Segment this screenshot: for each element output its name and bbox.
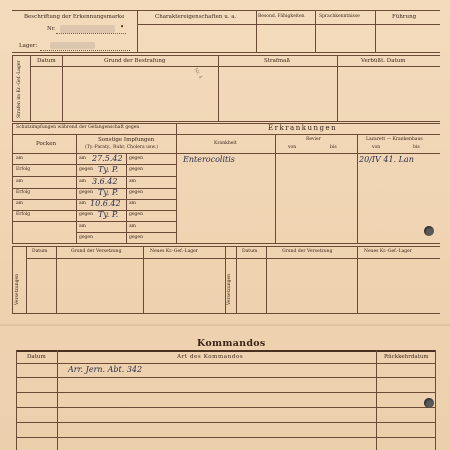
lager-label: Lager: [19, 43, 38, 49]
impf-a-label: am [79, 201, 86, 206]
strafen-side-divider [30, 55, 31, 121]
divider [236, 246, 237, 313]
vers-datum-left: Datum [32, 249, 48, 254]
revier-bis: bis [330, 145, 337, 150]
vers-datum-right: Datum [242, 249, 258, 254]
impf-row-label: Erfolg [16, 167, 31, 172]
impf-row-line [12, 210, 176, 211]
strafen-bottom-line [12, 121, 440, 122]
vers-top-line [12, 246, 440, 247]
impf-row-label: am [16, 179, 23, 184]
vers-grund-left: Grund der Versetzung [71, 249, 122, 254]
impf-b-label: gegen [129, 235, 143, 240]
kommandos-right [435, 350, 436, 450]
vers-neues-right: Neues Kr.-Gef.-Lager [364, 249, 412, 254]
krankheit-header: Krankheit [214, 141, 237, 146]
header-bottom-line [12, 52, 440, 53]
strafen-top-line [12, 55, 440, 56]
impf-a-label: am [79, 224, 86, 229]
mark-dot: • [120, 23, 125, 31]
punch-hole [424, 398, 434, 408]
kommandos-datum-header: Datum [27, 354, 46, 360]
divider [218, 55, 219, 121]
impf-b-label: gegen [129, 156, 143, 161]
strafen-grund-header: Grund der Bestrafung [104, 58, 166, 64]
krankheit-entry: Enterocolitis [183, 155, 235, 164]
kommandos-rueck-header: Rückkehrdatum [384, 354, 429, 360]
nr-field-line [56, 33, 126, 34]
sonstige-header: Sonstige Impfungen [98, 137, 155, 143]
vers-header-line [26, 258, 440, 259]
impf-a-label: am [79, 179, 86, 184]
kommandos-row-line [16, 422, 436, 423]
strafen-side-label: Strafen im Kr.-Gef.-Lager [17, 60, 22, 118]
impf-title: Schutzimpfungen während der Gefangenschaft gegen [16, 125, 140, 130]
impf-row-line [12, 164, 176, 165]
fuehrung-label: Führung [392, 14, 417, 20]
kommandos-row-line [16, 377, 436, 378]
impf-bottom-line [12, 243, 440, 244]
divider [56, 246, 57, 313]
impf-row-label: Erfolg [16, 212, 31, 217]
impf-row-line [12, 221, 176, 222]
impf-row-line [12, 188, 176, 189]
vers-side-label-right: Versetzungen [227, 273, 232, 305]
strafen-header-line [30, 66, 440, 67]
impf-top-line [12, 123, 440, 124]
lazarett-bis: bis [413, 145, 420, 150]
lager-field-line [40, 50, 130, 51]
kommandos-row-line [16, 407, 436, 408]
vers-grund-right: Grund der Versetzung [282, 249, 333, 254]
kommandos-entry: Arr. Jern. Abt. 342 [68, 365, 143, 374]
impf-b-label: am [129, 179, 136, 184]
impf-row-label: am [16, 156, 23, 161]
impf-b-label: gegen [129, 190, 143, 195]
impf-b-label: am [129, 201, 136, 206]
impf-a-value: 27.5.42 [92, 154, 123, 163]
charakter-label: Charaktereigenschaften u. a. [155, 14, 237, 20]
impf-a-value: 3.6.42 [92, 177, 118, 186]
strafen-left [12, 55, 13, 121]
impf-a-label: gegen [79, 190, 93, 195]
kommandos-top-line [16, 350, 436, 352]
divider [57, 350, 58, 450]
kommandos-art-header: Art des Kommandos [177, 354, 244, 360]
faint-stamp: Nr. 4 [192, 67, 203, 80]
vers-left [12, 246, 13, 313]
impf-b-label: gegen [129, 212, 143, 217]
divider [337, 55, 338, 121]
kommandos-title: Kommandos [197, 338, 266, 349]
divider [137, 10, 138, 52]
impf-header-line [12, 153, 440, 154]
impf-row-label: am [16, 201, 23, 206]
impf-a-value: Ty. P. [98, 210, 119, 219]
impf-row-label: Erfolg [16, 190, 31, 195]
kommandos-row-line [16, 437, 436, 438]
impf-b-label: am [129, 224, 136, 229]
nr-label: Nr. [47, 26, 56, 32]
divider [126, 153, 127, 243]
sprachen-label: Sprachkenntnisse [319, 14, 360, 19]
kommandos-row-line [16, 392, 436, 393]
redacted-number [60, 25, 115, 33]
impf-a-value: Ty. P. [98, 165, 119, 174]
vers-side-label-left: Versetzungen [15, 273, 20, 305]
impf-a-label: gegen [79, 212, 93, 217]
lazarett-entry: 20/IV 41. Lan [359, 155, 414, 164]
faehigkeiten-label: Besond. Fähigkeiten [258, 14, 305, 19]
divider [26, 246, 27, 313]
divider [143, 246, 144, 313]
redacted-lager [50, 42, 95, 49]
header-sub-line [137, 24, 440, 25]
strafen-datum-header: Datum [37, 58, 56, 64]
divider [375, 10, 376, 52]
vers-bottom-line [12, 313, 440, 314]
impf-a-label: gegen [79, 167, 93, 172]
kommandos-left [16, 350, 17, 450]
vers-neues-left: Neues Kr.-Gef.-Lager [150, 249, 198, 254]
pocken-header: Pocken [36, 141, 56, 147]
strafmass-header: Strafmaß [264, 58, 291, 64]
divider [256, 10, 257, 52]
divider [275, 134, 276, 243]
impf-a-label: am [79, 156, 86, 161]
revier-von: von [288, 145, 297, 150]
divider [376, 350, 377, 450]
divider [357, 134, 358, 243]
erkennungsmarke-label: Beschriftung der Erkennungsmarke [24, 14, 125, 20]
divider [266, 246, 267, 313]
impf-a-value: 10.6.42 [90, 199, 121, 208]
divider [62, 55, 63, 121]
paper-fold [0, 324, 450, 326]
lazarett-header: Lazarett — Krankenhaus [366, 137, 423, 142]
lazarett-von: von [372, 145, 381, 150]
impf-a-label: gegen [79, 235, 93, 240]
kommandos-header-line [16, 363, 436, 364]
impf-left [12, 123, 13, 243]
revier-header: Revier [306, 137, 321, 142]
impf-b-label: gegen [129, 167, 143, 172]
impf-erk-divider [176, 123, 177, 243]
divider [315, 10, 316, 52]
punch-hole [424, 226, 434, 236]
erkrankungen-title: Erkrankungen [268, 124, 338, 132]
sonstige-sub: (Ty.-Paraty., Ruhr, Cholera usw.) [85, 145, 158, 150]
vers-middle-divider [225, 246, 226, 313]
divider [357, 246, 358, 313]
verbuesst-header: Verbüßt. Datum [361, 58, 406, 64]
impf-a-value: Ty. P. [98, 188, 119, 197]
